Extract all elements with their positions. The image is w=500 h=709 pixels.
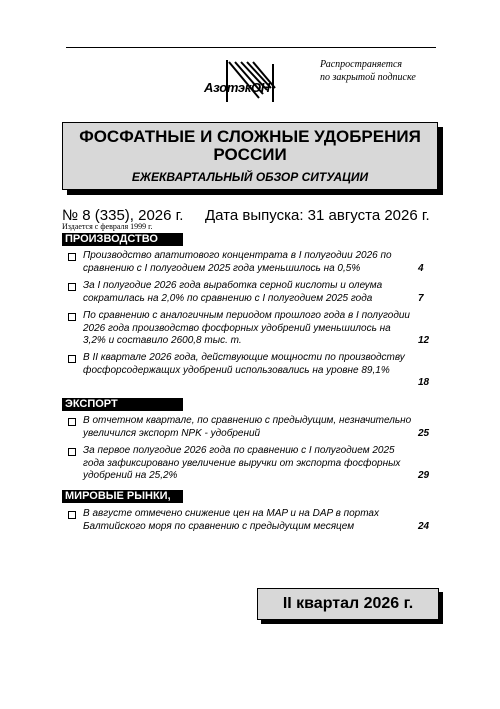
- checkbox-icon: [68, 283, 76, 291]
- section-heading-export: ЭКСПОРТ: [62, 398, 183, 411]
- issue-number: № 8 (335), 2026 г.: [62, 207, 184, 224]
- checkbox-icon: [68, 313, 76, 321]
- section-heading-production: ПРОИЗВОДСТВО: [62, 233, 183, 246]
- toc-item-text: За I полугодие 2026 года выработка серной кислоты и олеума сократилась на 2,0% по сравнению с I полугодием 2025 года: [83, 280, 383, 304]
- toc-item-text: По сравнению с аналогичным периодом прошлого года в I полугодии 2026 года производство фосфорных удобрений уменьшилось на 3,2% и составило 2600,8 тыс. т.: [83, 310, 410, 346]
- distribution-note: [320, 58, 416, 84]
- toc-item-page: 7: [418, 293, 424, 304]
- toc-item-page: 29: [418, 470, 430, 481]
- title-box: [62, 122, 438, 190]
- logo-text: АзотэкОН: [204, 80, 270, 95]
- toc-item-page: 24: [418, 521, 430, 532]
- title-line-2: РОССИИ: [213, 145, 287, 164]
- checkbox-icon: [68, 355, 76, 363]
- toc-item-page: 18: [418, 377, 430, 388]
- top-rule: [66, 47, 436, 48]
- toc-item-text: В II квартале 2026 года, действующие мощности по производству фосфорсодержащих удобрений использовались на уровне 89,1%: [83, 352, 405, 376]
- toc-item-page: 12: [418, 335, 430, 346]
- toc-item-text: За первое полугодие 2026 года по сравнению с I полугодием 2025 года зафиксировано увеличение выручки от экспорта фосфорных удобрений на 25,2%: [83, 445, 401, 481]
- title-subtitle: ЕЖЕКВАРТАЛЬНЫЙ ОБЗОР СИТУАЦИИ: [131, 170, 369, 184]
- checkbox-icon: [68, 511, 76, 519]
- distribution-line-2: по закрытой подписке: [320, 72, 416, 83]
- title-line-1: ФОСФАТНЫЕ И СЛОЖНЫЕ УДОБРЕНИЯ: [79, 127, 421, 146]
- checkbox-icon: [68, 418, 76, 426]
- toc-item-text: Производство апатитового концентрата в I полугодии 2026 по сравнению с I полугодием 2025 года уменьшилось на 0,5%: [83, 250, 392, 274]
- checkbox-icon: [68, 253, 76, 261]
- checkbox-icon: [68, 448, 76, 456]
- release-date: Дата выпуска: 31 августа 2026 г.: [205, 207, 430, 224]
- quarter-label: II квартал 2026 г.: [257, 588, 439, 620]
- toc-item-text: В августе отмечено снижение цен на MAP и на DAP в портах Балтийского моря по сравнению с предыдущим месяцем: [83, 508, 379, 532]
- distribution-line-1: Распространяется: [320, 59, 403, 70]
- section-heading-world-markets: МИРОВЫЕ РЫНКИ, ЦЕНЫ: [62, 490, 183, 503]
- toc-item-text: В отчетном квартале, по сравнению с предыдущим, незначительно увеличился экспорт NPK - удобрений: [83, 415, 412, 439]
- published-since: Издается с февраля 1999 г.: [62, 222, 153, 231]
- toc-item-page: 25: [418, 428, 430, 439]
- toc-item-page: 4: [418, 263, 424, 274]
